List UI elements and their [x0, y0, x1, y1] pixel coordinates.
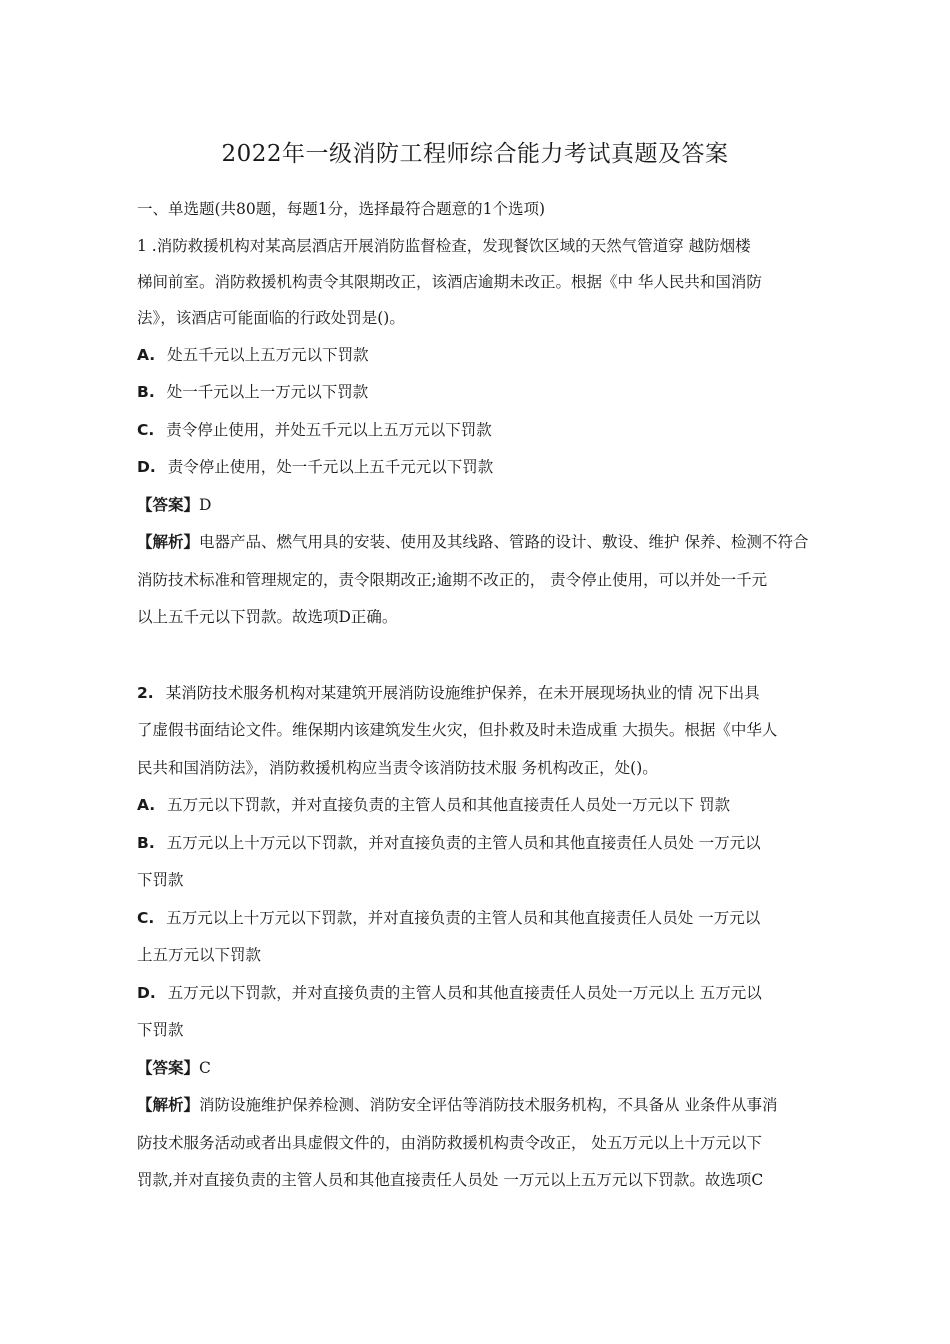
q2-option-d-line-1 — [137, 982, 817, 1004]
document-title: 2022年一级消防工程师综合能力考试真题及答案 — [221, 141, 729, 167]
q2-analysis-text-1: 消防设施维护保养检测、消防安全评估等消防技术服务机构，不具备从 业条件从事消 — [199, 1096, 778, 1114]
q2-answer-label: 【答案】 — [137, 1058, 200, 1077]
q1-analysis-label: 【解析】 — [137, 532, 200, 551]
q2-option-c-line-1 — [137, 907, 817, 929]
q2-option-d-text-1: 五万元以下罚款，并对直接负责的主管人员和其他直接责任人员处一万元以上 五万元以 — [167, 984, 762, 1002]
q2-option-c-line-2: 上五万元以下罚款 — [137, 946, 262, 964]
q2-analysis-line-1 — [137, 1094, 817, 1116]
q2-stem-line-3: 民共和国消防法》，消防救援机构应当责令该消防技术服 务机构改正，处()。 — [137, 759, 658, 777]
q2-analysis-line-2: 防技术服务活动或者出具虚假文件的，由消防救援机构责令改正， 处五万元以上十万元以下 — [137, 1134, 762, 1152]
q1-option-b — [137, 381, 817, 403]
q2-option-b-text-1: 五万元以上十万元以下罚款，并对直接负责的主管人员和其他直接责任人员处 一万元以 — [166, 834, 761, 852]
q1-analysis-line-2: 消防技术标准和管理规定的，责令限期改正;逾期不改正的， 责令停止使用，可以并处一千元 — [137, 571, 768, 589]
q2-stem-line-2: 了虚假书面结论文件。维保期内该建筑发生火灾，但扑救及时未造成重 大损失。根据《中华人 — [137, 721, 778, 739]
q2-option-b-line-1 — [137, 832, 817, 854]
q2-option-a-text: 五万元以下罚款，并对直接负责的主管人员和其他直接责任人员处一万元以下 罚款 — [167, 796, 731, 814]
q2-stem-number: 2. — [137, 684, 154, 702]
q2-option-b-letter: B. — [137, 834, 155, 852]
section-header: 一、单选题(共80题，每题1分，选择最符合题意的1个选项) — [137, 200, 546, 218]
q1-option-c — [137, 419, 817, 441]
q1-analysis-text-1: 电器产品、燃气用具的安装、使用及其线路、管路的设计、敷设、维护 保养、检测不符合 — [199, 533, 809, 551]
q1-option-b-letter: B. — [137, 383, 155, 401]
q2-option-b-line-2: 下罚款 — [137, 871, 184, 889]
q2-option-a — [137, 794, 817, 816]
q2-option-d-letter: D. — [137, 984, 156, 1002]
q2-stem-text-1: 某消防技术服务机构对某建筑开展消防设施维护保养，在未开展现场执业的情 况下出具 — [165, 684, 760, 702]
q2-option-c-text-1: 五万元以上十万元以下罚款，并对直接负责的主管人员和其他直接责任人员处 一万元以 — [166, 909, 761, 927]
q1-option-d — [137, 456, 817, 478]
q1-option-d-text: 责令停止使用，处一千元以上五千元元以下罚款 — [167, 458, 494, 476]
q1-option-d-letter: D. — [137, 458, 156, 476]
q2-answer — [137, 1057, 817, 1079]
q1-option-c-letter: C. — [137, 421, 155, 439]
q2-analysis-label: 【解析】 — [137, 1095, 200, 1114]
q2-stem-line-1 — [137, 682, 817, 704]
q1-option-b-text: 处一千元以上一万元以下罚款 — [166, 383, 369, 401]
q1-stem-line-2: 梯间前室。消防救援机构责令其限期改正，该酒店逾期未改正。根据《中 华人民共和国消防 — [137, 273, 762, 291]
q2-answer-value: C — [199, 1059, 211, 1077]
q1-analysis-line-3: 以上五千元以下罚款。故选项D正确。 — [137, 608, 398, 626]
q1-stem-line-3: 法》，该酒店可能面临的行政处罚是()。 — [137, 309, 405, 327]
q2-option-d-line-2: 下罚款 — [137, 1021, 184, 1039]
q1-option-a — [137, 344, 817, 366]
q2-option-c-letter: C. — [137, 909, 155, 927]
q1-option-a-text: 处五千元以上五万元以下罚款 — [167, 346, 369, 364]
q1-answer-label: 【答案】 — [137, 495, 200, 514]
q1-stem-line-1: 1 .消防救援机构对某高层酒店开展消防监督检查，发现餐饮区域的天然气管道穿 越防烟楼 — [137, 237, 751, 255]
q1-option-a-letter: A. — [137, 346, 156, 364]
q2-option-a-letter: A. — [137, 796, 156, 814]
q1-analysis-line-1 — [137, 531, 817, 553]
q1-answer — [137, 494, 817, 516]
q2-analysis-line-3: 罚款,并对直接负责的主管人员和其他直接责任人员处 一万元以上五万元以下罚款。故选项C — [137, 1171, 764, 1189]
q1-option-c-text: 责令停止使用，并处五千元以上五万元以下罚款 — [166, 421, 492, 439]
q1-answer-value: D — [199, 496, 212, 514]
